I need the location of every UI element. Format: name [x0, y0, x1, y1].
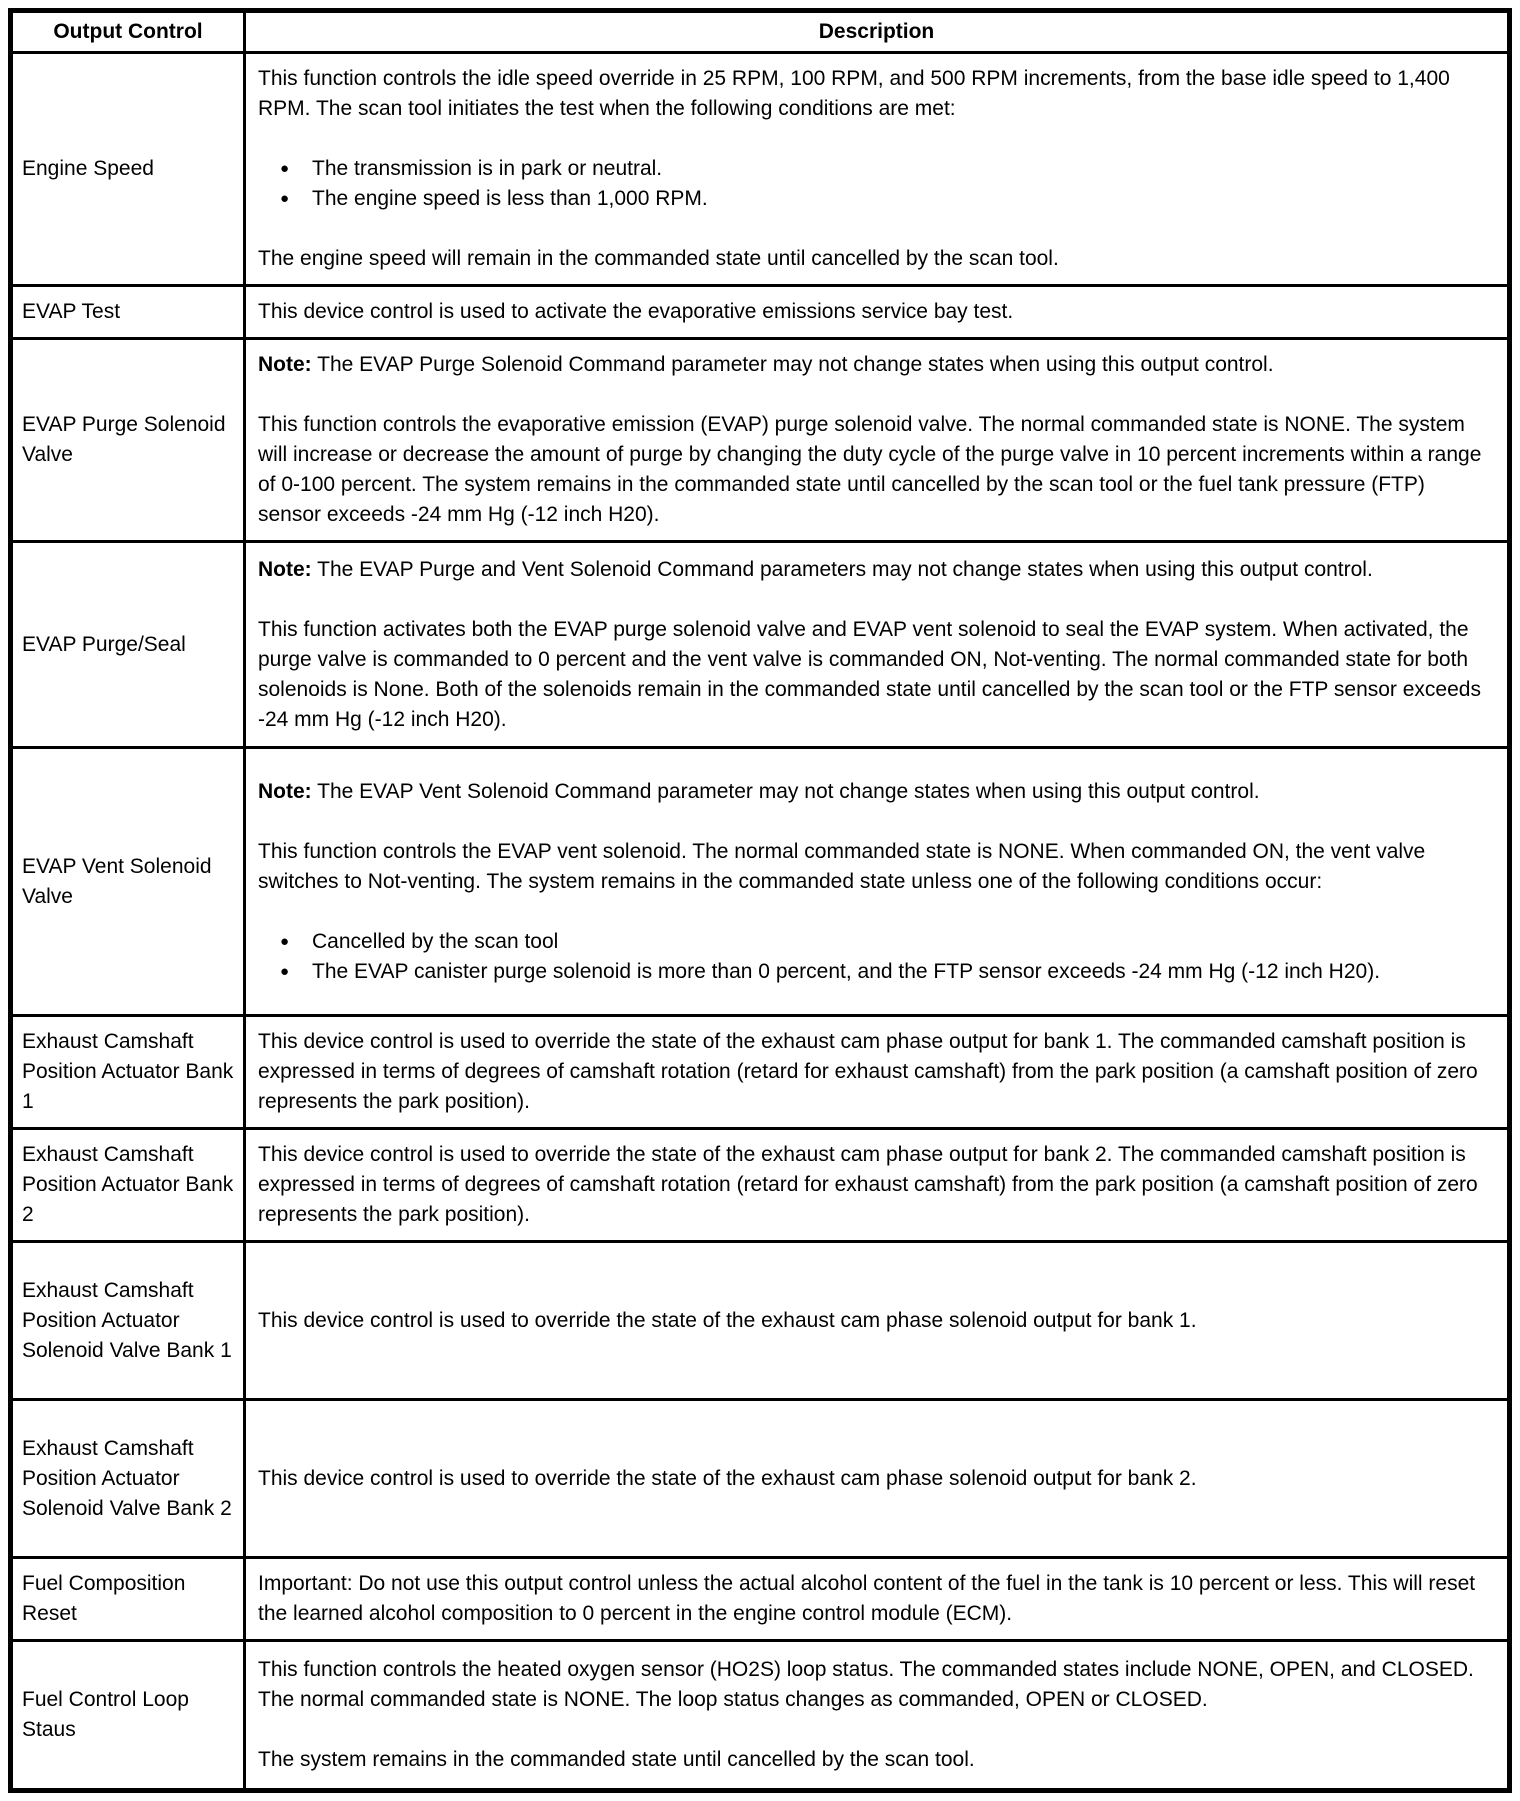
table-row: [11, 1129, 1510, 1242]
description-cell: [245, 53, 1510, 286]
note-label: Note:: [258, 353, 312, 376]
output-control-cell: Exhaust Camshaft Position Actuator Bank 2: [11, 1129, 245, 1242]
output-control-cell: Exhaust Camshaft Position Actuator Bank 1: [11, 1016, 245, 1129]
description-paragraph: This function activates both the EVAP purge solenoid valve and EVAP vent solenoid to seal the EVAP system. When activated, the purge valve is commanded to 0 percent and the vent valve is commanded ON, Not-venting. The normal commanded state for both solenoids is None. Both of the solenoids remain in the commanded state until cancelled by the scan tool or the FTP sensor exceeds -24 mm Hg (-12 inch H20).: [258, 617, 1481, 731]
table-row: [11, 748, 1510, 1016]
description-cell: [245, 1641, 1510, 1791]
table-body: [11, 53, 1510, 1791]
description-paragraph: Note: The EVAP Purge and Vent Solenoid Command parameters may not change states when using this output control.: [258, 557, 1373, 581]
description-cell: [245, 748, 1510, 1016]
table-row: [11, 1558, 1510, 1641]
note-label: Note:: [258, 557, 312, 581]
output-control-cell: Fuel Control Loop Staus: [11, 1641, 245, 1791]
output-control-cell: Engine Speed: [11, 53, 245, 286]
description-paragraph: This function controls the heated oxygen sensor (HO2S) loop status. The commanded states include NONE, OPEN, and CLOSED. The normal commanded state is NONE. The loop status changes as commanded, OPEN or CLOSED.: [258, 1658, 1474, 1711]
bullet-item: ● Cancelled by the scan tool: [278, 927, 1493, 957]
table-row: [11, 53, 1510, 286]
output-control-cell: Exhaust Camshaft Position Actuator Solenoid Valve Bank 1: [11, 1242, 245, 1400]
description-paragraph: This function controls the EVAP vent solenoid. The normal commanded state is NONE. When commanded ON, the vent valve switches to Not-venting. The system remains in the commanded state unless one of the following conditions occur:: [258, 839, 1426, 893]
description-cell: [245, 286, 1510, 339]
output-control-cell: Fuel Composition Reset: [11, 1558, 245, 1641]
description-paragraph: Note: The EVAP Vent Solenoid Command parameter may not change states when using this output control.: [258, 779, 1260, 803]
table-row: [11, 339, 1510, 542]
description-cell: [245, 1129, 1510, 1242]
table-row: [11, 1242, 1510, 1400]
bullet-item: ● The transmission is in park or neutral.: [278, 154, 1493, 184]
description-cell: [245, 339, 1510, 542]
description-paragraph: This function controls the idle speed override in 25 RPM, 100 RPM, and 500 RPM increments, from the base idle speed to 1,400 RPM. The scan tool initiates the test when the following conditions are met:: [258, 67, 1450, 120]
output-control-cell: EVAP Test: [11, 286, 245, 339]
description-paragraph: This device control is used to override the state of the exhaust cam phase output for bank 2. The commanded camshaft position is expressed in terms of degrees of camshaft rotation (retard for exhaust camshaft) from the park position (a camshaft position of zero represents the park position).: [258, 1143, 1478, 1226]
table-row: [11, 1641, 1510, 1791]
output-control-cell: EVAP Vent Solenoid Valve: [11, 748, 245, 1016]
description-paragraph: The system remains in the commanded state until cancelled by the scan tool.: [258, 1748, 975, 1771]
description-cell: [245, 1242, 1510, 1400]
description-paragraph: Note: The EVAP Purge Solenoid Command parameter may not change states when using this output control.: [258, 353, 1274, 376]
description-paragraph: This device control is used to override the state of the exhaust cam phase solenoid output for bank 1.: [258, 1308, 1197, 1332]
description-column-header: Description: [245, 11, 1510, 53]
description-cell: [245, 1400, 1510, 1558]
bullet-item: ● The engine speed is less than 1,000 RPM.: [278, 184, 1493, 214]
output-control-cell: EVAP Purge/Seal: [11, 542, 245, 748]
bullet-item: ● The EVAP canister purge solenoid is more than 0 percent, and the FTP sensor exceeds -24 mm Hg (-12 inch H20).: [278, 957, 1493, 987]
bullet-list: [278, 154, 1493, 214]
description-paragraph: The engine speed will remain in the commanded state until cancelled by the scan tool.: [258, 247, 1059, 270]
description-paragraph: This device control is used to override the state of the exhaust cam phase output for bank 1. The commanded camshaft position is expressed in terms of degrees of camshaft rotation (retard for exhaust camshaft) from the park position (a camshaft position of zero represents the park position).: [258, 1030, 1478, 1113]
description-paragraph: Important: Do not use this output control unless the actual alcohol content of the fuel in the tank is 10 percent or less. This will reset the learned alcohol composition to 0 percent in the engine control module (ECM).: [258, 1572, 1476, 1625]
description-cell: [245, 1558, 1510, 1641]
header-row: [11, 11, 1510, 53]
table-row: [11, 1400, 1510, 1558]
output-control-cell: EVAP Purge Solenoid Valve: [11, 339, 245, 542]
output-control-cell: Exhaust Camshaft Position Actuator Solenoid Valve Bank 2: [11, 1400, 245, 1558]
table-row: [11, 542, 1510, 748]
description-paragraph: This device control is used to activate the evaporative emissions service bay test.: [258, 300, 1014, 323]
description-cell: [245, 1016, 1510, 1129]
table-row: [11, 1016, 1510, 1129]
note-label: Note:: [258, 779, 312, 803]
output-control-column-header: Output Control: [11, 11, 245, 53]
bullet-list: [278, 927, 1493, 987]
output-control-table: [8, 8, 1512, 1793]
table-row: [11, 286, 1510, 339]
description-paragraph: This function controls the evaporative emission (EVAP) purge solenoid valve. The normal commanded state is NONE. The system will increase or decrease the amount of purge by changing the duty cycle of the purge valve in 10 percent increments within a range of 0-100 percent. The system remains in the commanded state until cancelled by the scan tool or the fuel tank pressure (FTP) sensor exceeds -24 mm Hg (-12 inch H20).: [258, 413, 1482, 526]
description-cell: [245, 542, 1510, 748]
description-paragraph: This device control is used to override the state of the exhaust cam phase solenoid output for bank 2.: [258, 1466, 1197, 1490]
table-header: [11, 11, 1510, 53]
